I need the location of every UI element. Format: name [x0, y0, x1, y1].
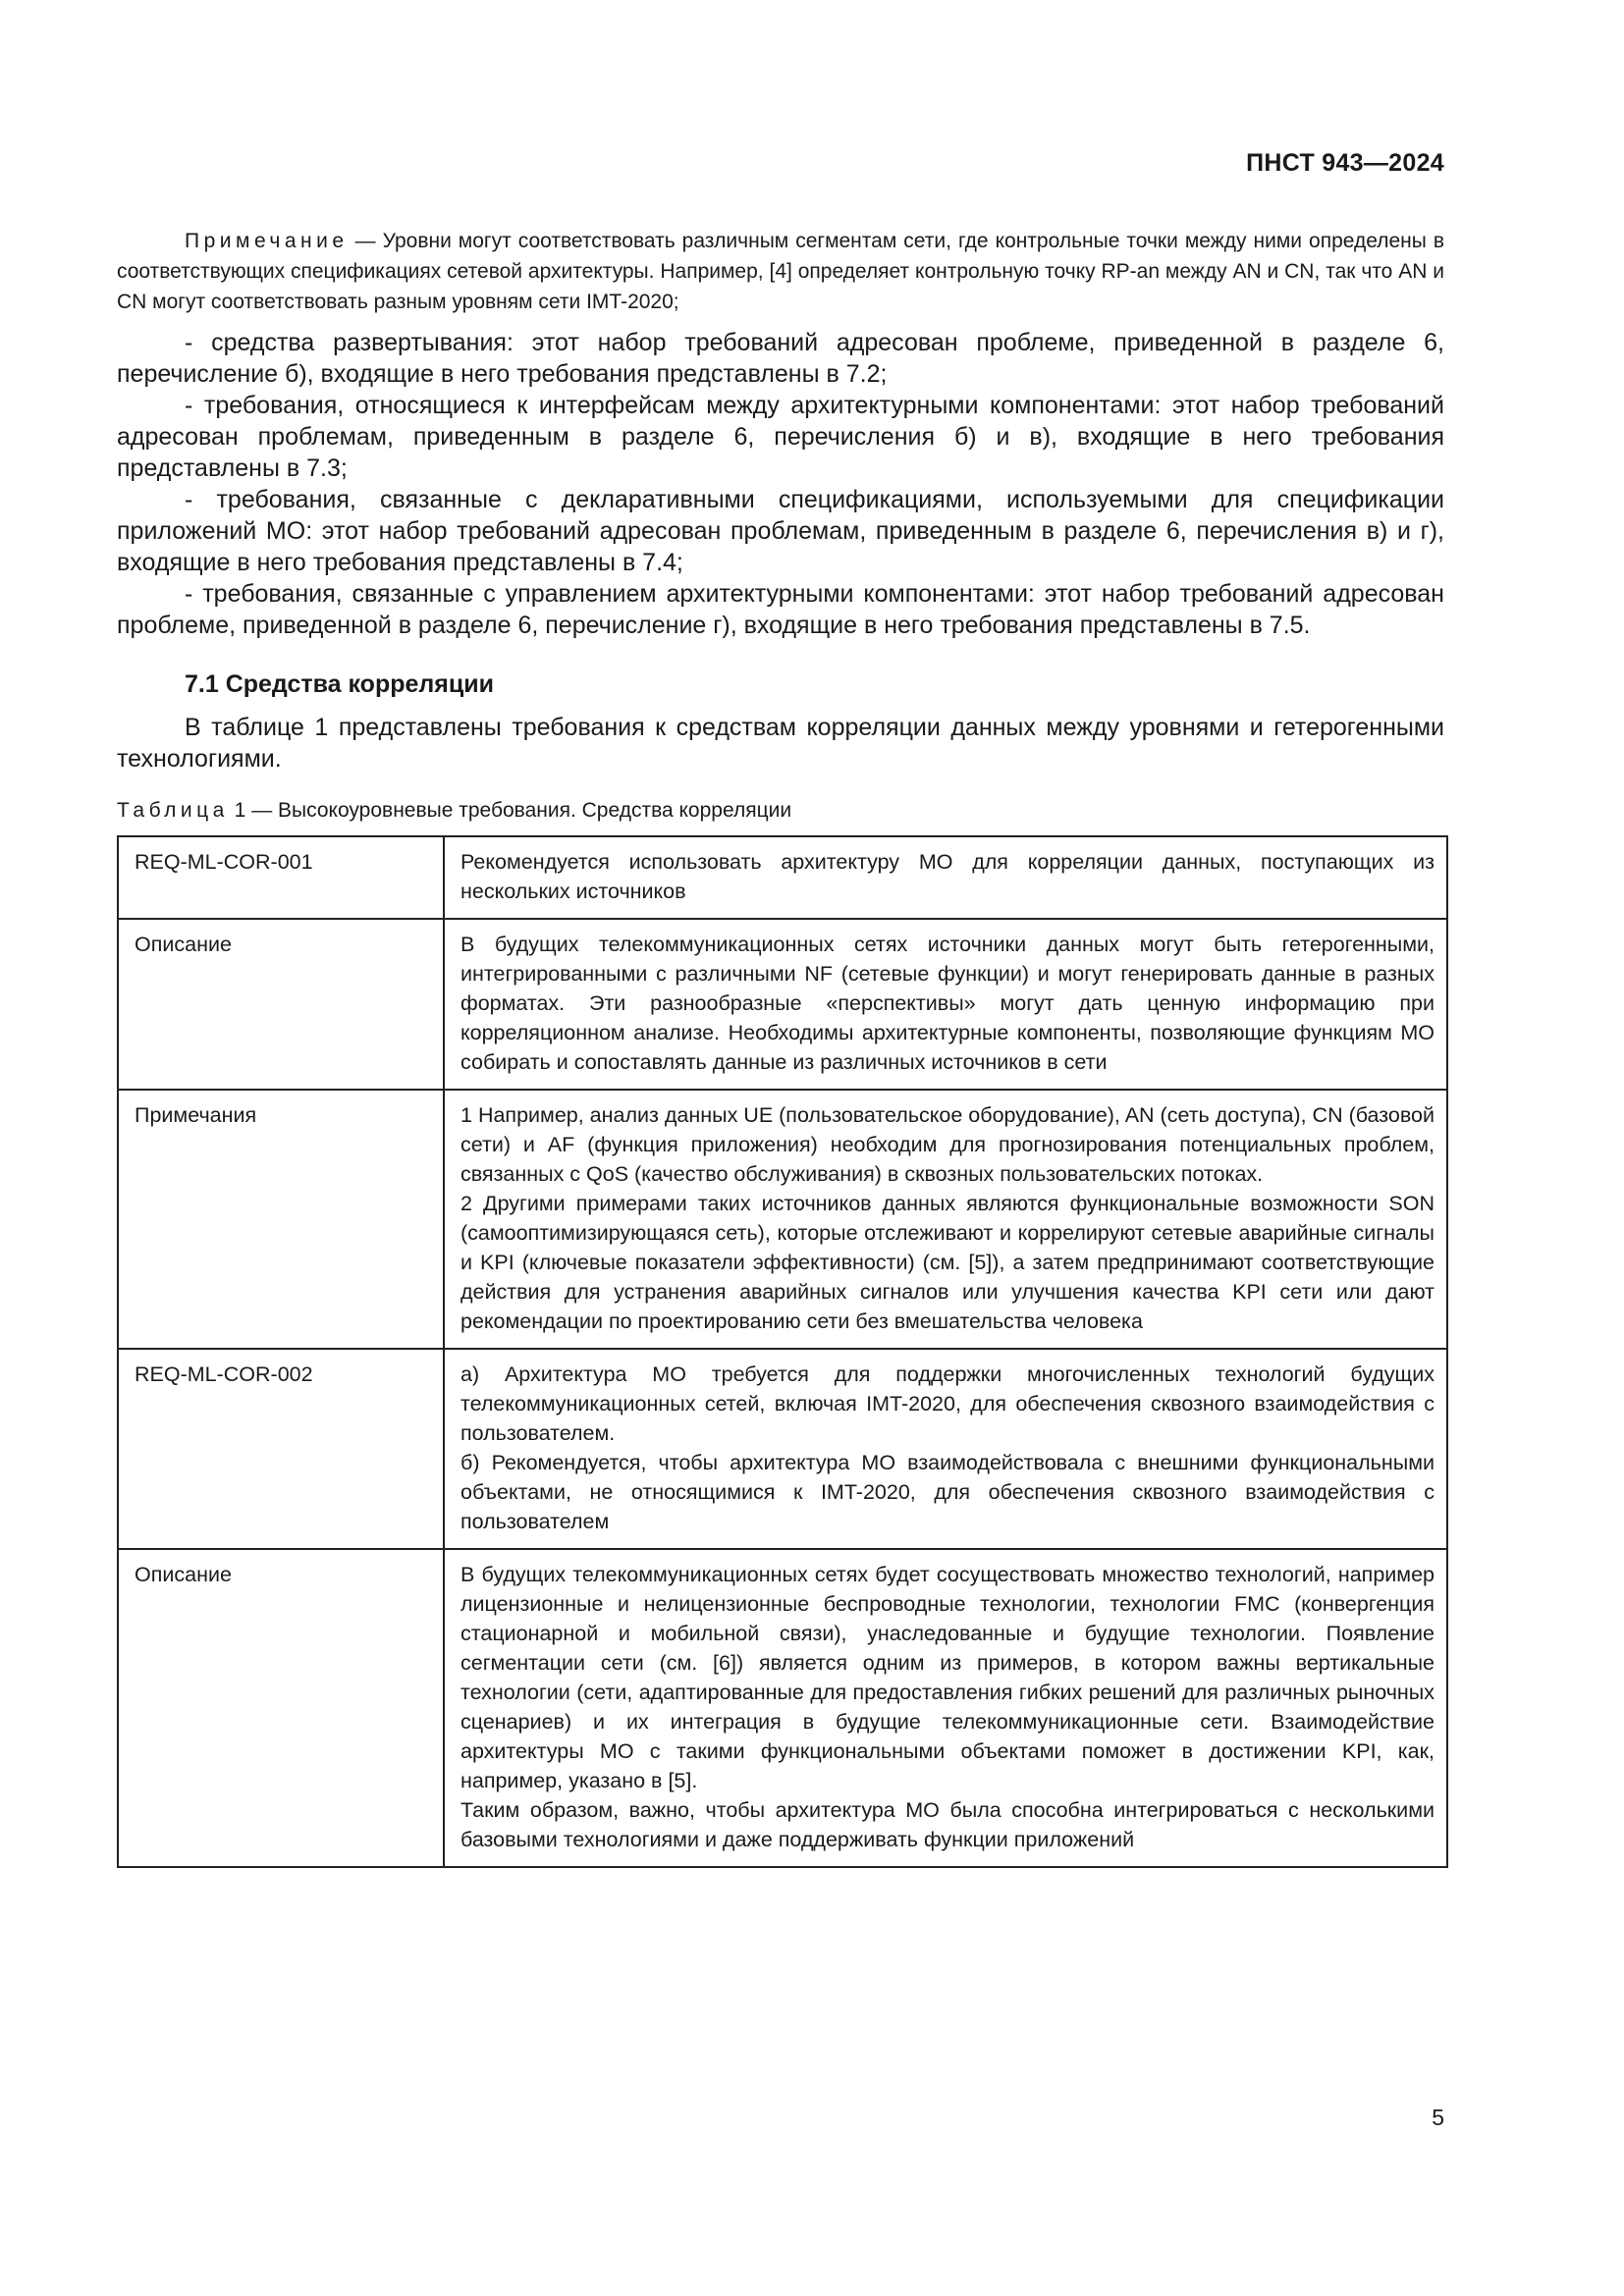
table-row — [118, 836, 1447, 919]
table-row — [118, 1549, 1447, 1867]
table-row — [118, 1090, 1447, 1349]
page-content — [117, 226, 1444, 1868]
table-caption-text: 1 — Высокоуровневые требования. Средства корреляции — [228, 799, 792, 822]
table-cell-key: Описание — [118, 919, 444, 1090]
cell-text: Рекомендуется использовать архитектуру МО для корреляции данных, поступающих из нескольких источников — [460, 850, 1435, 903]
table-cell-value — [444, 1549, 1447, 1867]
requirements-table — [117, 835, 1448, 1868]
table-caption — [117, 796, 1444, 826]
cell-text: а) Архитектура МО требуется для поддержки многочисленных технологий будущих телекоммуникационных сетей, включая IMT-2020, для обеспечения сквозного взаимодействия с пользователем. — [460, 1362, 1435, 1445]
table-caption-label: Таблица — [117, 799, 229, 822]
cell-text: б) Рекомендуется, чтобы архитектура МО взаимодействовала с внешними функциональными объектами, не относящимися к IMT-2020, для обеспечения сквозного взаимодействия с пользователем — [460, 1451, 1435, 1533]
note-label: Примечание — [185, 230, 349, 252]
table-cell-key: Примечания — [118, 1090, 444, 1349]
table-cell-value — [444, 836, 1447, 919]
cell-text: 1 Например, анализ данных UE (пользовательское оборудование), AN (сеть доступа), CN (базовой сети) и AF (функция приложения) необходим для прогнозирования потенциальных проблем, связанных с QoS (качество обслуживания) в сквозных пользовательских потоках. — [460, 1103, 1435, 1186]
cell-text: Таким образом, важно, чтобы архитектура МО была способна интегрироваться с несколькими базовыми технологиями и даже поддерживать функции приложений — [460, 1798, 1435, 1851]
note-paragraph — [117, 226, 1444, 317]
list-item-deployment: - средства развертывания: этот набор требований адресован проблеме, приведенной в разделе 6, перечисление б), входящие в него требования представлены в 7.2; — [117, 329, 1444, 388]
table-cell-key: Описание — [118, 1549, 444, 1867]
table-cell-value — [444, 919, 1447, 1090]
table-cell-value — [444, 1090, 1447, 1349]
document-code-header: ПНСТ 943—2024 — [1246, 149, 1444, 177]
table-cell-key: REQ-ML-COR-002 — [118, 1349, 444, 1549]
list-item-declarative-specs: - требования, связанные с декларативными спецификациями, используемыми для спецификации приложений МО: этот набор требований адресован проблемам, приведенным в разделе 6, перечисления в) и г), входящие в него требования представлены в 7.4; — [117, 486, 1444, 576]
table-cell-key: REQ-ML-COR-001 — [118, 836, 444, 919]
table-row — [118, 919, 1447, 1090]
list-item-management: - требования, связанные с управлением архитектурными компонентами: этот набор требований адресован проблеме, приведенной в разделе 6, перечисление г), входящие в него требования представлены в 7.5. — [117, 580, 1444, 639]
note-text: — Уровни могут соответствовать различным сегментам сети, где контрольные точки между ними определены в соответствующих спецификациях сетевой архитектуры. Например, [4] определяет контрольную точку RP-an между AN и CN, так что AN и CN могут соответствовать разным уровням сети IMT-2020; — [117, 230, 1444, 313]
section-intro: В таблице 1 представлены требования к средствам корреляции данных между уровнями и гетерогенными технологиями. — [117, 714, 1444, 773]
section-heading: 7.1 Средства корреляции — [185, 670, 494, 698]
cell-text: 2 Другими примерами таких источников данных являются функциональные возможности SON (самооптимизирующаяся сеть), которые отслеживают и коррелируют сетевые аварийные сигналы и KPI (ключевые показатели эффективности) (см. [5]), а затем предпринимают соответствующие действия для устранения аварийных сигналов или улучшения качества KPI сети или дают рекомендации по проектированию сети без вмешательства человека — [460, 1192, 1435, 1333]
list-item-interfaces: - требования, относящиеся к интерфейсам между архитектурными компонентами: этот набор требований адресован проблемам, приведенным в разделе 6, перечисления б) и в), входящие в него требования представлены в 7.3; — [117, 392, 1444, 482]
table-row — [118, 1349, 1447, 1549]
table-cell-value — [444, 1349, 1447, 1549]
page-number: 5 — [1432, 2105, 1444, 2130]
cell-text: В будущих телекоммуникационных сетях источники данных могут быть гетерогенными, интегрированными с различными NF (сетевые функции) и могут генерировать данные в разных форматах. Эти разнообразные «перспективы» могут дать ценную информацию при корреляционном анализе. Необходимы архитектурные компоненты, позволяющие функциям МО собирать и сопоставлять данные из различных источников в сети — [460, 933, 1435, 1074]
cell-text: В будущих телекоммуникационных сетях будет сосуществовать множество технологий, например лицензионные и нелицензионные беспроводные технологии, технологии FMC (конвергенция стационарной и мобильной связи), унаследованные и будущие технологии. Появление сегментации сети (см. [6]) является одним из примеров, в котором важны вертикальные технологии (сети, адаптированные для предоставления гибких решений для различных рыночных сценариев) и их интеграция в будущие телекоммуникационные сети. Взаимодействие архитектуры МО с такими функциональными объектами поможет в достижении KPI, как, например, указано в [5]. — [460, 1563, 1435, 1792]
